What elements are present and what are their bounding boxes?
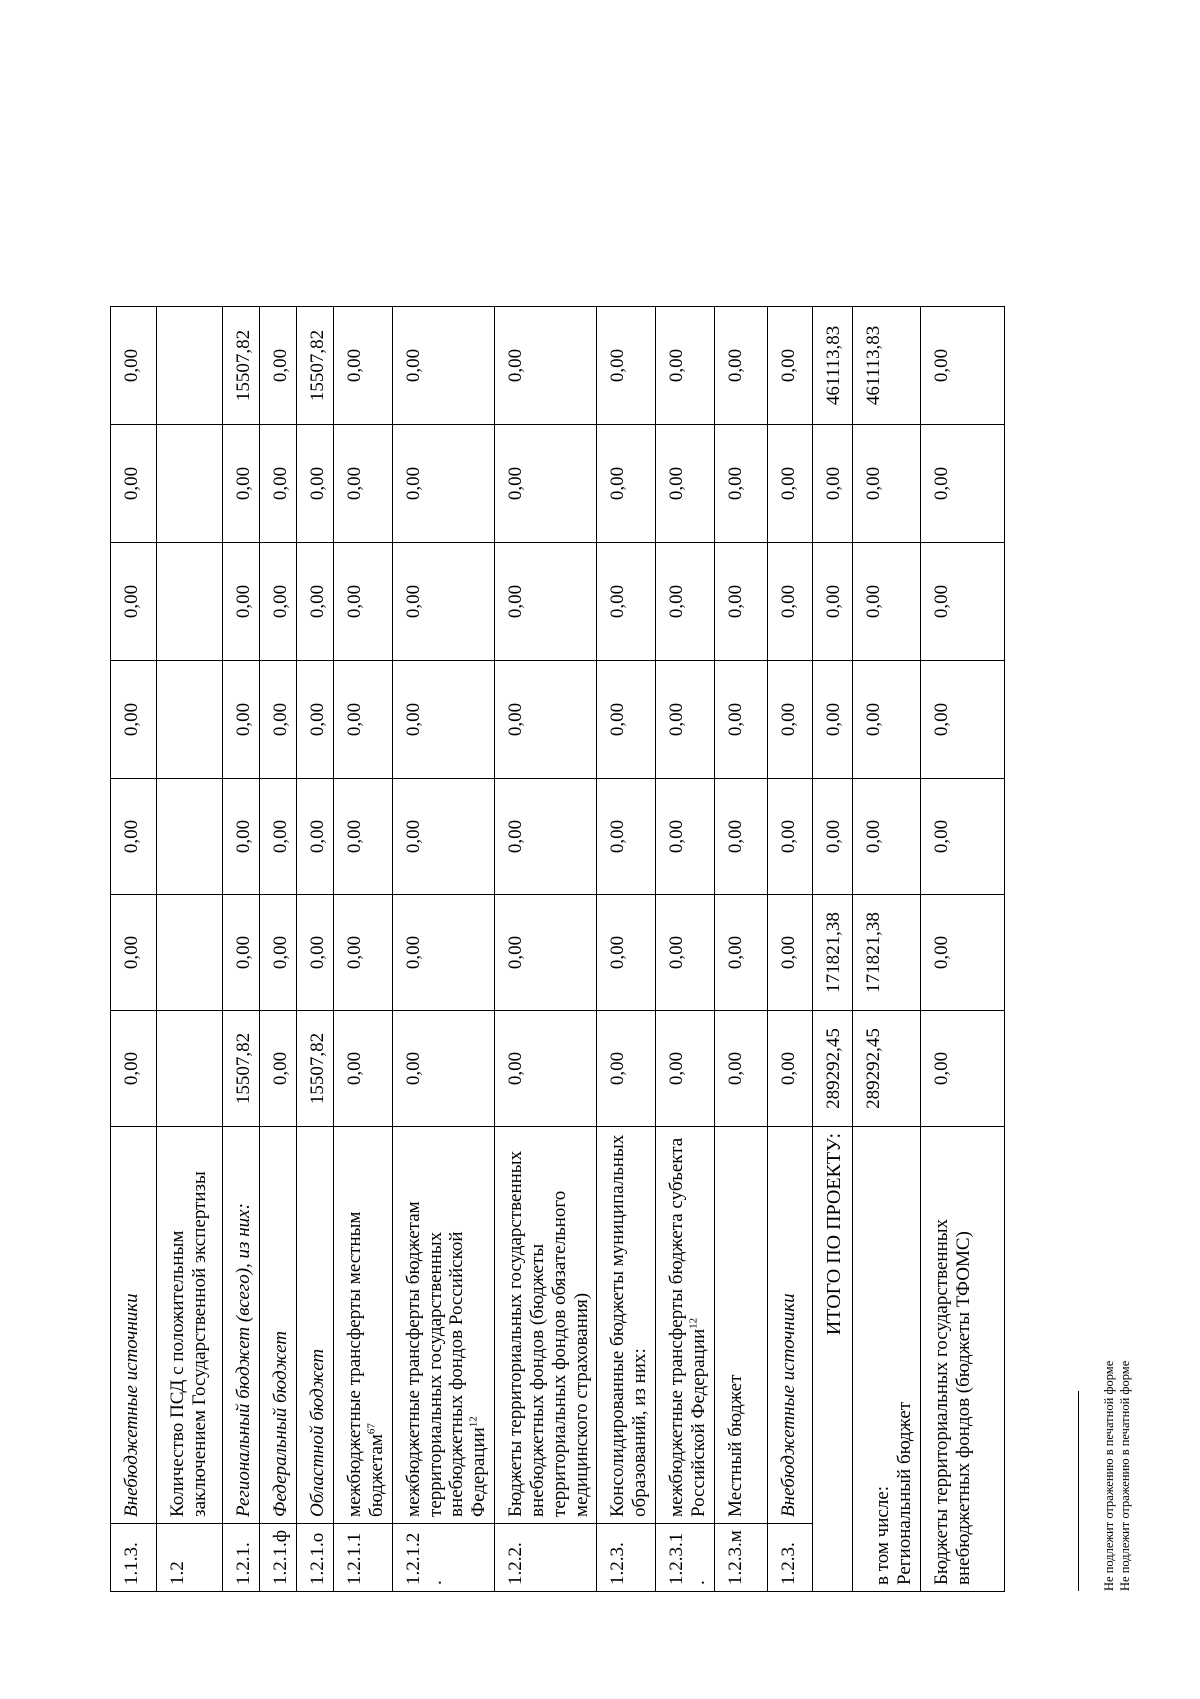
value-cell: 0,00	[714, 1010, 767, 1126]
row-code: 1.2.1.ф	[260, 1523, 297, 1591]
value-cell: 0,00	[334, 542, 393, 660]
footnote-line: Не подлежит отражению в печатной форме	[1118, 1360, 1133, 1591]
table-row	[392, 306, 494, 1591]
value-cell: 0,00	[260, 660, 297, 778]
value-cell: 0,00	[714, 424, 767, 542]
value-cell: 0,00	[714, 542, 767, 660]
value-cell: 0,00	[714, 778, 767, 894]
value-cell: 0,00	[597, 894, 656, 1010]
value-cell: 0,00	[656, 1010, 715, 1126]
value-cell: 15507,82	[223, 306, 260, 424]
total-value: 289292,45	[812, 1010, 852, 1126]
footnote-marker: 67	[365, 1423, 378, 1435]
row-code: 1.2.3.м	[714, 1523, 767, 1591]
total-value: 461113,83	[812, 306, 852, 424]
value-cell: 0,00	[714, 660, 767, 778]
value-cell: 0,00	[495, 778, 597, 894]
value-cell: 0,00	[767, 542, 812, 660]
total-value: 0,00	[812, 660, 852, 778]
value-cell: 0,00	[260, 542, 297, 660]
value-cell: 0,00	[223, 542, 260, 660]
value-cell: 0,00	[392, 542, 494, 660]
budget-table	[110, 306, 1005, 1592]
value-cell: 0,00	[392, 306, 494, 424]
tfoms-value: 0,00	[920, 542, 1004, 660]
total-value: 0,00	[812, 424, 852, 542]
value-cell: 0,00	[767, 306, 812, 424]
tfoms-value: 0,00	[920, 894, 1004, 1010]
row-name	[656, 1126, 715, 1523]
value-cell: 0,00	[597, 660, 656, 778]
value-cell: 0,00	[767, 778, 812, 894]
value-cell: 0,00	[223, 778, 260, 894]
row-name-text: Консолидированные бюджеты муниципальных образований, из них:	[607, 1134, 651, 1517]
value-cell: 0,00	[597, 778, 656, 894]
row-name	[260, 1126, 297, 1523]
value-cell: 0,00	[597, 306, 656, 424]
row-name	[767, 1126, 812, 1523]
value-cell: 0,00	[223, 424, 260, 542]
table-row	[334, 306, 393, 1591]
row-code: 1.2.3.	[767, 1523, 812, 1591]
value-cell: 0,00	[656, 660, 715, 778]
value-cell: 0,00	[392, 424, 494, 542]
value-cell: 0,00	[392, 1010, 494, 1126]
value-cell: 0,00	[656, 306, 715, 424]
value-cell	[157, 778, 223, 894]
table-row	[656, 306, 715, 1591]
value-cell: 0,00	[495, 894, 597, 1010]
table-row	[157, 306, 223, 1591]
total-label: ИТОГО ПО ПРОЕКТУ:	[812, 1126, 852, 1591]
value-cell: 0,00	[297, 778, 334, 894]
table-row	[495, 306, 597, 1591]
including-value: 0,00	[852, 542, 920, 660]
value-cell: 0,00	[223, 660, 260, 778]
value-cell: 0,00	[111, 542, 157, 660]
value-cell: 0,00	[495, 424, 597, 542]
including-name: Региональный бюджет	[893, 1401, 915, 1585]
row-name-text: Бюджеты территориальных государственных внебюджетных фондов (бюджеты территориальных фондов обязательного медицинского страхования)	[505, 1150, 592, 1517]
row-code: 1.2	[157, 1523, 223, 1591]
including-value: 289292,45	[852, 1010, 920, 1126]
value-cell: 0,00	[767, 894, 812, 1010]
value-cell	[157, 424, 223, 542]
value-cell: 0,00	[495, 1010, 597, 1126]
tfoms-row	[920, 306, 1004, 1591]
value-cell: 0,00	[495, 306, 597, 424]
row-name	[714, 1126, 767, 1523]
total-value: 0,00	[812, 778, 852, 894]
row-name-text: Местный бюджет	[724, 1374, 746, 1517]
table-row	[297, 306, 334, 1591]
value-cell: 0,00	[334, 424, 393, 542]
value-cell: 0,00	[223, 894, 260, 1010]
value-cell: 0,00	[111, 778, 157, 894]
row-name	[495, 1126, 597, 1523]
row-code: 1.2.3.	[597, 1523, 656, 1591]
row-name	[334, 1126, 393, 1523]
value-cell: 0,00	[260, 424, 297, 542]
tfoms-value: 0,00	[920, 778, 1004, 894]
value-cell: 0,00	[392, 660, 494, 778]
value-cell: 0,00	[597, 424, 656, 542]
row-code: 1.2.3.1 .	[656, 1523, 715, 1591]
row-code: 1.2.1.1	[334, 1523, 393, 1591]
row-name-text: межбюджетные трансферты бюджетам территориальных государственных внебюджетных фондов Российской Федерации	[402, 1201, 490, 1517]
row-code: 1.1.3.	[111, 1523, 157, 1591]
total-value: 0,00	[812, 542, 852, 660]
value-cell: 0,00	[260, 1010, 297, 1126]
table-row	[111, 306, 157, 1591]
table-row	[767, 306, 812, 1591]
including-value: 0,00	[852, 424, 920, 542]
row-name	[111, 1126, 157, 1523]
row-name-text: Внебюджетные источники	[777, 1293, 799, 1517]
including-caption: в том числе:	[872, 1485, 894, 1585]
tfoms-name: Бюджеты территориальных государственных внебюджетных фондов (бюджеты ТФОМС)	[920, 1126, 1004, 1591]
value-cell: 0,00	[597, 542, 656, 660]
table-row	[223, 306, 260, 1591]
value-cell: 0,00	[334, 894, 393, 1010]
including-value: 0,00	[852, 660, 920, 778]
table-row	[597, 306, 656, 1591]
value-cell: 0,00	[334, 660, 393, 778]
row-name-text: Количество ПСД с положительным заключением Государственной экспертизы	[167, 1171, 210, 1517]
value-cell: 0,00	[714, 894, 767, 1010]
value-cell: 0,00	[767, 424, 812, 542]
row-name	[597, 1126, 656, 1523]
value-cell: 0,00	[260, 778, 297, 894]
value-cell: 15507,82	[297, 306, 334, 424]
value-cell: 15507,82	[223, 1010, 260, 1126]
row-name-text: Областной бюджет	[307, 1348, 328, 1517]
value-cell: 0,00	[656, 424, 715, 542]
value-cell	[157, 660, 223, 778]
value-cell: 0,00	[656, 542, 715, 660]
value-cell: 0,00	[334, 306, 393, 424]
row-name-text: Федеральный бюджет	[270, 1331, 291, 1517]
value-cell: 0,00	[297, 542, 334, 660]
footnotes	[1078, 1361, 1134, 1591]
value-cell: 0,00	[656, 778, 715, 894]
row-name-text: Внебюджетные источники	[121, 1293, 142, 1517]
table-body	[111, 306, 1005, 1591]
including-value: 0,00	[852, 778, 920, 894]
row-name-text: Региональный бюджет (всего), из них:	[233, 1203, 254, 1517]
row-name	[157, 1126, 223, 1523]
value-cell: 0,00	[111, 424, 157, 542]
value-cell: 0,00	[111, 894, 157, 1010]
tfoms-value: 0,00	[920, 660, 1004, 778]
footnote-line: Не подлежит отражению в печатной форме	[1102, 1360, 1116, 1591]
row-code: 1.2.1.2 .	[392, 1523, 494, 1591]
value-cell: 0,00	[392, 894, 494, 1010]
row-name-text: межбюджетные трансферты местным бюджетам	[344, 1211, 387, 1517]
value-cell: 0,00	[714, 306, 767, 424]
value-cell: 0,00	[260, 306, 297, 424]
value-cell: 0,00	[392, 778, 494, 894]
including-row	[852, 306, 920, 1591]
value-cell: 0,00	[297, 660, 334, 778]
value-cell: 0,00	[767, 660, 812, 778]
including-value: 461113,83	[852, 306, 920, 424]
value-cell	[157, 306, 223, 424]
total-row	[812, 306, 852, 1591]
value-cell: 0,00	[111, 306, 157, 424]
value-cell: 0,00	[495, 542, 597, 660]
row-name	[223, 1126, 260, 1523]
value-cell: 0,00	[495, 660, 597, 778]
value-cell: 0,00	[656, 894, 715, 1010]
row-code: 1.2.1.о	[297, 1523, 334, 1591]
value-cell	[157, 542, 223, 660]
value-cell	[157, 1010, 223, 1126]
value-cell: 0,00	[111, 1010, 157, 1126]
tfoms-value: 0,00	[920, 424, 1004, 542]
value-cell: 0,00	[260, 894, 297, 1010]
row-name	[297, 1126, 334, 1523]
table-row	[714, 306, 767, 1591]
including-label	[852, 1126, 920, 1591]
table-row	[260, 306, 297, 1591]
row-code: 1.2.1.	[223, 1523, 260, 1591]
row-code: 1.2.2.	[495, 1523, 597, 1591]
value-cell: 0,00	[297, 894, 334, 1010]
total-value: 171821,38	[812, 894, 852, 1010]
value-cell: 0,00	[334, 778, 393, 894]
tfoms-value: 0,00	[920, 306, 1004, 424]
value-cell: 0,00	[334, 1010, 393, 1126]
value-cell: 0,00	[597, 1010, 656, 1126]
tfoms-value: 0,00	[920, 1010, 1004, 1126]
footnote-rule	[1078, 1391, 1079, 1591]
value-cell: 0,00	[297, 424, 334, 542]
row-name	[392, 1126, 494, 1523]
footnote-marker: 12	[467, 1416, 480, 1428]
value-cell: 15507,82	[297, 1010, 334, 1126]
footnote-marker: 12	[687, 1317, 700, 1329]
value-cell: 0,00	[111, 660, 157, 778]
value-cell: 0,00	[767, 1010, 812, 1126]
value-cell	[157, 894, 223, 1010]
row-name-text: межбюджетные трансферты бюджета субъекта Российской Федерации	[666, 1137, 709, 1517]
including-value: 171821,38	[852, 894, 920, 1010]
